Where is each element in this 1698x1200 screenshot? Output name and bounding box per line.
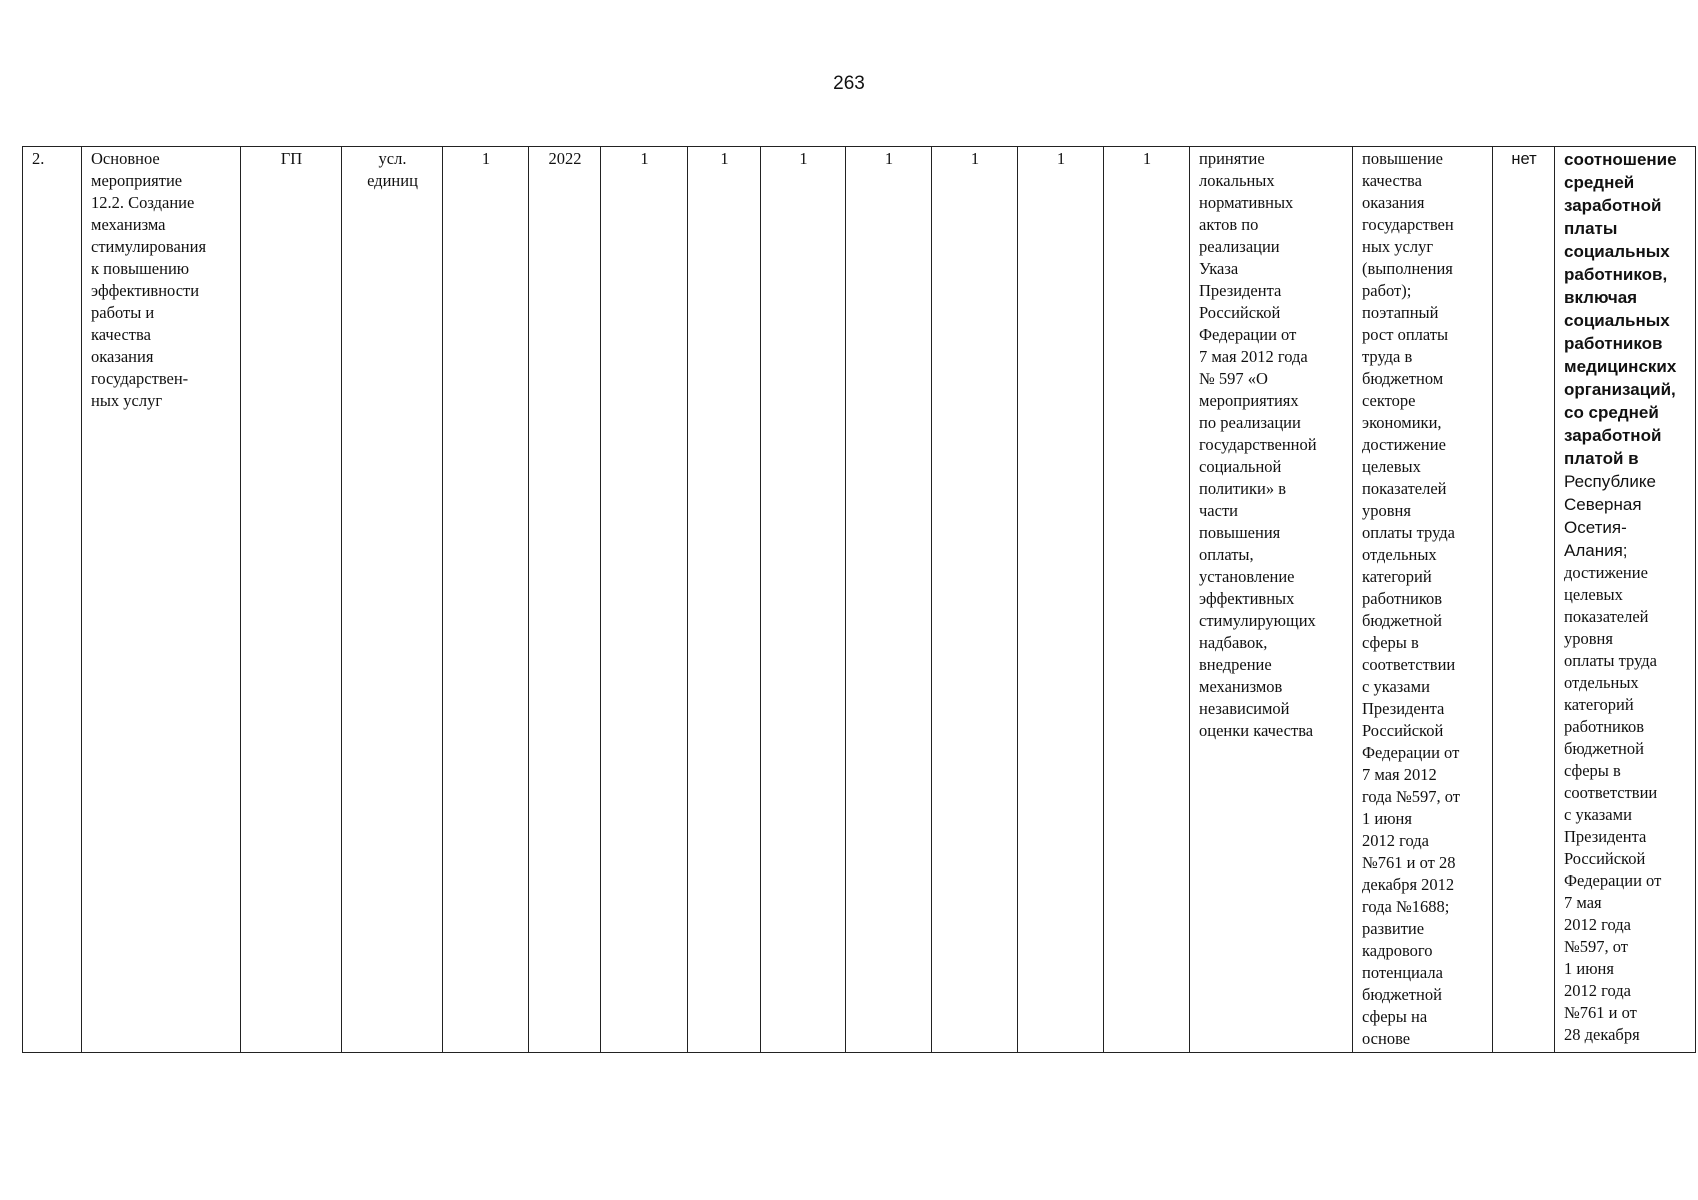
page-number: 263 (833, 73, 865, 94)
cell-value-5: 1 (932, 147, 1018, 1053)
cell-description: принятие локальных нормативных актов по реализации Указа Президента Российской Федерации от 7 мая 2012 года № 597 «О мероприятиях по реализации государственной социальной политики» в части повышения оплаты, установление эффективных стимулирующих надбавок, внедрение механизмов независимой оценки качества (1190, 147, 1353, 1053)
cell-year: 2022 (529, 147, 601, 1053)
table-row (23, 147, 1696, 1053)
cell-value-4: 1 (846, 147, 932, 1053)
cell-flag: нет (1493, 147, 1555, 1053)
cell-value-2: 1 (688, 147, 761, 1053)
cell-value-3: 1 (761, 147, 846, 1053)
program-table (22, 146, 1696, 1053)
cell-expected-result: повышение качества оказания государствен ных услуг (выполнения работ); поэтапный рост оплаты труда в бюджетном секторе экономики, достижение целевых показателей уровня оплаты труда отдельных категорий работников бюджетной сферы в соответствии с указами Президента Российской Федерации от 7 мая 2012 года №597, от 1 июня 2012 года №761 и от 28 декабря 2012 года №1688; развитие кадрового потенциала бюджетной сферы на основе (1353, 147, 1493, 1053)
cell-value-6: 1 (1018, 147, 1104, 1053)
cell-row-number: 2. (23, 147, 82, 1053)
indicator-sans-text: Республике Северная Осетия- Алания; (1564, 472, 1656, 560)
cell-unit: усл. единиц (342, 147, 443, 1053)
cell-executor: ГП (241, 147, 342, 1053)
indicator-tail-text: достижение целевых показателей уровня оплаты труда отдельных категорий работников бюджетной сферы в соответствии с указами Президента Российской Федерации от 7 мая 2012 года №597, от 1 июня 2012 года №761 и от 28 декабря (1564, 563, 1662, 1044)
indicator-bold-text: соотношение средней заработной платы социальных работников, включая социальных работников медицинских организаций, со средней заработной платой в (1564, 150, 1677, 468)
cell-value-1: 1 (601, 147, 688, 1053)
cell-value-7: 1 (1104, 147, 1190, 1053)
cell-indicator (1555, 147, 1696, 1053)
cell-activity-name: Основное мероприятие 12.2. Создание механизма стимулирования к повышению эффективности работы и качества оказания государствен- ных услуг (82, 147, 241, 1053)
cell-base-value: 1 (443, 147, 529, 1053)
